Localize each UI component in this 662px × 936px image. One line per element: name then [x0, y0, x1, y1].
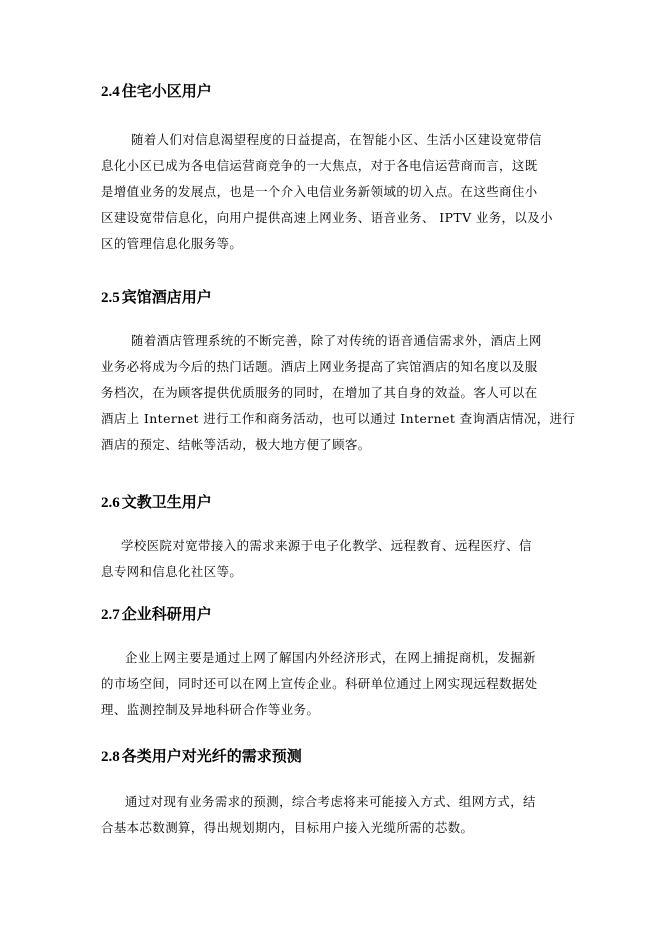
paragraph-line: 企业上网主要是通过上网了解国内外经济形式，在网上捕捉商机，发掘新	[125, 650, 536, 665]
section-heading	[101, 492, 561, 513]
section-paragraph	[101, 645, 561, 723]
section-number: 2.6	[101, 495, 120, 511]
section-number: 2.5	[101, 290, 120, 306]
paragraph-line: 随着酒店管理系统的不断完善，除了对传统的语音通信需求外，酒店上网	[131, 333, 542, 348]
paragraph-line: 酒店的预定、结帐等活动，极大地方便了顾客。	[101, 437, 371, 452]
paragraph-line: 随着人们对信息渴望程度的日益提高，在智能小区、生活小区建设宽带信	[131, 132, 542, 147]
section-title: 各类用户对光纤的需求预测	[121, 747, 302, 765]
paragraph-line: 务档次，在为顾客提供优质服务的同时，在增加了其自身的效益。客人可以在	[101, 385, 538, 400]
section-number: 2.8	[101, 749, 120, 765]
paragraph-line: 息专网和信息化社区等。	[101, 564, 243, 579]
section-2-7	[101, 604, 561, 723]
paragraph-line: 区的管理信息化服务等。	[101, 236, 243, 251]
paragraph-line: 理、监测控制及异地科研合作等业务。	[101, 702, 320, 717]
section-title: 宾馆酒店用户	[121, 288, 212, 306]
paragraph-line: 合基本芯数测算，得出规划期内，目标用户接入光缆所需的芯数。	[101, 820, 474, 835]
paragraph-line: 是增值业务的发展点，也是一个介入电信业务新领域的切入点。在这些商住小	[101, 184, 538, 199]
paragraph-line: 酒店上 Internet 进行工作和商务活动，也可以通过 Internet 查询酒店情况，进行	[101, 411, 576, 426]
paragraph-line: 通过对现有业务需求的预测，综合考虑将来可能接入方式、组网方式，结	[125, 794, 536, 809]
section-2-5	[101, 287, 576, 458]
paragraph-line: 学校医院对宽带接入的需求来源于电子化教学、远程教育、远程医疗、信	[121, 538, 532, 553]
paragraph-line: 的市场空间，同时还可以在网上宣传企业。科研单位通过上网实现远程数据处	[101, 676, 538, 691]
section-heading	[101, 746, 561, 767]
section-heading	[101, 81, 561, 102]
section-2-4	[101, 81, 561, 257]
section-paragraph	[101, 789, 561, 841]
section-paragraph	[101, 533, 561, 585]
section-title: 住宅小区用户	[121, 82, 212, 100]
section-2-6	[101, 492, 561, 585]
paragraph-line: 息化小区已成为各电信运营商竞争的一大焦点，对于各电信运营商而言，这既	[101, 158, 538, 173]
paragraph-line: 区建设宽带信息化，向用户提供高速上网业务、语音业务、 IPTV 业务，以及小	[101, 210, 553, 225]
section-title: 文教卫生用户	[121, 493, 212, 511]
section-number: 2.4	[101, 84, 120, 100]
paragraph-line: 业务必将成为今后的热门话题。酒店上网业务提高了宾馆酒店的知名度以及服	[101, 359, 538, 374]
section-paragraph	[101, 127, 561, 257]
section-heading	[101, 604, 561, 625]
section-number: 2.7	[101, 607, 120, 623]
section-title: 企业科研用户	[121, 605, 212, 623]
section-2-8	[101, 746, 561, 841]
section-heading	[101, 287, 561, 308]
section-paragraph	[101, 328, 576, 458]
